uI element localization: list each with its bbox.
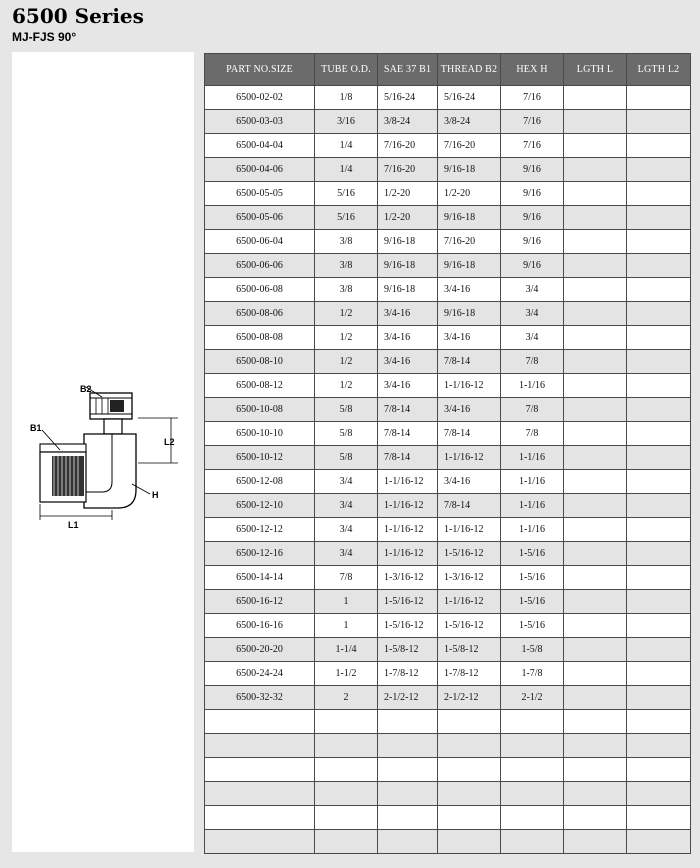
lgth-l2-cell [627, 758, 691, 782]
hex-h-cell: 1-5/16 [501, 542, 564, 566]
thread-b2-cell [438, 734, 501, 758]
lgth-l-cell [564, 806, 627, 830]
thread-b2-cell [438, 710, 501, 734]
table-row [205, 350, 691, 374]
table-row [205, 134, 691, 158]
hex-h-cell [501, 830, 564, 854]
sae-b1-cell [378, 830, 438, 854]
tube-od-cell: 1/2 [315, 374, 378, 398]
hex-h-cell: 3/4 [501, 302, 564, 326]
thread-b2-cell: 1-5/16-12 [438, 614, 501, 638]
lgth-l2-cell [627, 182, 691, 206]
sae-b1-cell: 1-1/16-12 [378, 518, 438, 542]
hex-h-cell: 1-1/16 [501, 374, 564, 398]
col-header-tube-od: TUBE O.D. [315, 54, 378, 86]
table-row [205, 662, 691, 686]
lgth-l-cell [564, 782, 627, 806]
lgth-l-cell [564, 278, 627, 302]
hex-h-cell: 7/8 [501, 422, 564, 446]
table-row [205, 470, 691, 494]
label-b2: B2 [80, 384, 92, 394]
thread-b2-cell: 7/8-14 [438, 422, 501, 446]
fitting-drawing-panel [12, 52, 194, 852]
tube-od-cell: 1 [315, 590, 378, 614]
lgth-l2-cell [627, 470, 691, 494]
lgth-l-cell [564, 470, 627, 494]
thread-b2-cell: 1-7/8-12 [438, 662, 501, 686]
lgth-l-cell [564, 758, 627, 782]
hex-h-cell: 9/16 [501, 254, 564, 278]
hex-h-cell: 1-5/16 [501, 614, 564, 638]
thread-b2-cell: 1-5/8-12 [438, 638, 501, 662]
hex-h-cell: 9/16 [501, 182, 564, 206]
lgth-l2-cell [627, 110, 691, 134]
sae-b1-cell: 7/8-14 [378, 446, 438, 470]
lgth-l-cell [564, 518, 627, 542]
part-no-cell [205, 806, 315, 830]
lgth-l-cell [564, 638, 627, 662]
lgth-l2-cell [627, 614, 691, 638]
tube-od-cell: 1/2 [315, 350, 378, 374]
lgth-l2-cell [627, 278, 691, 302]
lgth-l2-cell [627, 254, 691, 278]
part-no-cell [205, 710, 315, 734]
page-title: 6500 Series [12, 4, 144, 28]
thread-b2-cell: 1-3/16-12 [438, 566, 501, 590]
thread-b2-cell: 1-1/16-12 [438, 374, 501, 398]
part-no-cell: 6500-12-12 [205, 518, 315, 542]
hex-h-cell: 9/16 [501, 206, 564, 230]
lgth-l2-cell [627, 494, 691, 518]
table-row [205, 710, 691, 734]
part-no-cell: 6500-32-32 [205, 686, 315, 710]
lgth-l-cell [564, 110, 627, 134]
part-no-cell: 6500-06-08 [205, 278, 315, 302]
sae-b1-cell [378, 710, 438, 734]
thread-b2-cell: 9/16-18 [438, 158, 501, 182]
part-no-cell: 6500-08-10 [205, 350, 315, 374]
hex-h-cell: 7/8 [501, 398, 564, 422]
thread-b2-cell [438, 758, 501, 782]
hex-h-cell: 9/16 [501, 230, 564, 254]
hex-h-cell [501, 710, 564, 734]
lgth-l2-cell [627, 518, 691, 542]
tube-od-cell [315, 734, 378, 758]
sae-b1-cell: 5/16-24 [378, 86, 438, 110]
hex-h-cell: 1-1/16 [501, 518, 564, 542]
tube-od-cell: 1/2 [315, 302, 378, 326]
lgth-l2-cell [627, 566, 691, 590]
part-no-cell: 6500-16-12 [205, 590, 315, 614]
tube-od-cell: 1/2 [315, 326, 378, 350]
table-row [205, 422, 691, 446]
table-row [205, 278, 691, 302]
part-no-cell: 6500-14-14 [205, 566, 315, 590]
part-no-cell: 6500-10-12 [205, 446, 315, 470]
tube-od-cell: 2 [315, 686, 378, 710]
part-no-cell: 6500-24-24 [205, 662, 315, 686]
hex-h-cell: 1-1/16 [501, 494, 564, 518]
part-no-cell: 6500-08-08 [205, 326, 315, 350]
table-row [205, 782, 691, 806]
hex-h-cell: 7/16 [501, 110, 564, 134]
thread-b2-cell: 7/8-14 [438, 350, 501, 374]
table-row [205, 446, 691, 470]
table-header-row [205, 54, 691, 86]
lgth-l-cell [564, 686, 627, 710]
part-no-cell: 6500-12-10 [205, 494, 315, 518]
hex-h-cell: 3/4 [501, 278, 564, 302]
lgth-l-cell [564, 302, 627, 326]
hex-h-cell: 1-7/8 [501, 662, 564, 686]
table-row [205, 830, 691, 854]
part-no-cell: 6500-04-06 [205, 158, 315, 182]
table-body [205, 86, 691, 854]
tube-od-cell: 3/4 [315, 542, 378, 566]
lgth-l-cell [564, 734, 627, 758]
table-row [205, 638, 691, 662]
tube-od-cell [315, 782, 378, 806]
sae-b1-cell: 1-5/16-12 [378, 614, 438, 638]
table-row [205, 182, 691, 206]
thread-b2-cell: 3/8-24 [438, 110, 501, 134]
table-row [205, 302, 691, 326]
lgth-l2-cell [627, 374, 691, 398]
lgth-l-cell [564, 614, 627, 638]
sae-b1-cell: 1/2-20 [378, 182, 438, 206]
tube-od-cell: 5/8 [315, 398, 378, 422]
tube-od-cell: 1/4 [315, 158, 378, 182]
lgth-l-cell [564, 374, 627, 398]
table-row [205, 206, 691, 230]
hex-h-cell: 1-5/16 [501, 566, 564, 590]
sae-b1-cell: 1-5/8-12 [378, 638, 438, 662]
part-no-cell [205, 782, 315, 806]
sae-b1-cell: 2-1/2-12 [378, 686, 438, 710]
part-no-cell: 6500-06-04 [205, 230, 315, 254]
sae-b1-cell: 9/16-18 [378, 254, 438, 278]
table-row [205, 758, 691, 782]
tube-od-cell: 1 [315, 614, 378, 638]
sae-b1-cell: 9/16-18 [378, 278, 438, 302]
hex-h-cell: 1-1/16 [501, 470, 564, 494]
sae-b1-cell: 3/4-16 [378, 326, 438, 350]
part-no-cell [205, 758, 315, 782]
part-no-cell: 6500-12-16 [205, 542, 315, 566]
lgth-l2-cell [627, 446, 691, 470]
lgth-l2-cell [627, 86, 691, 110]
lgth-l-cell [564, 494, 627, 518]
lgth-l-cell [564, 446, 627, 470]
sae-b1-cell: 3/8-24 [378, 110, 438, 134]
part-no-cell: 6500-20-20 [205, 638, 315, 662]
col-header-lgth-l2: LGTH L2 [627, 54, 691, 86]
tube-od-cell: 1-1/2 [315, 662, 378, 686]
label-l2: L2 [164, 437, 175, 447]
lgth-l2-cell [627, 206, 691, 230]
col-header-thread-b2: THREAD B2 [438, 54, 501, 86]
lgth-l2-cell [627, 542, 691, 566]
lgth-l2-cell [627, 302, 691, 326]
lgth-l2-cell [627, 710, 691, 734]
part-no-cell: 6500-12-08 [205, 470, 315, 494]
part-no-cell: 6500-05-05 [205, 182, 315, 206]
sae-b1-cell: 9/16-18 [378, 230, 438, 254]
sae-b1-cell: 1-7/8-12 [378, 662, 438, 686]
lgth-l2-cell [627, 686, 691, 710]
tube-od-cell: 3/8 [315, 230, 378, 254]
lgth-l2-cell [627, 662, 691, 686]
sae-b1-cell: 1-1/16-12 [378, 542, 438, 566]
hex-h-cell: 7/16 [501, 86, 564, 110]
lgth-l-cell [564, 254, 627, 278]
tube-od-cell: 3/4 [315, 518, 378, 542]
lgth-l2-cell [627, 158, 691, 182]
hex-h-cell [501, 734, 564, 758]
lgth-l-cell [564, 422, 627, 446]
sae-b1-cell: 7/8-14 [378, 422, 438, 446]
sae-b1-cell: 1/2-20 [378, 206, 438, 230]
tube-od-cell: 1/8 [315, 86, 378, 110]
sae-b1-cell [378, 782, 438, 806]
table-row [205, 374, 691, 398]
hex-h-cell: 9/16 [501, 158, 564, 182]
thread-b2-cell: 7/16-20 [438, 134, 501, 158]
table-row [205, 110, 691, 134]
tube-od-cell [315, 806, 378, 830]
table-row [205, 686, 691, 710]
tube-od-cell: 5/8 [315, 446, 378, 470]
lgth-l2-cell [627, 734, 691, 758]
thread-b2-cell: 1-5/16-12 [438, 542, 501, 566]
part-no-cell: 6500-10-10 [205, 422, 315, 446]
table-row [205, 542, 691, 566]
thread-b2-cell: 1-1/16-12 [438, 590, 501, 614]
tube-od-cell: 3/8 [315, 278, 378, 302]
tube-od-cell: 3/4 [315, 494, 378, 518]
table-row [205, 326, 691, 350]
lgth-l-cell [564, 158, 627, 182]
tube-od-cell: 5/16 [315, 206, 378, 230]
thread-b2-cell: 3/4-16 [438, 326, 501, 350]
part-no-cell: 6500-04-04 [205, 134, 315, 158]
tube-od-cell [315, 758, 378, 782]
tube-od-cell: 1-1/4 [315, 638, 378, 662]
col-header-sae-b1: SAE 37 B1 [378, 54, 438, 86]
sae-b1-cell: 1-3/16-12 [378, 566, 438, 590]
tube-od-cell: 3/8 [315, 254, 378, 278]
sae-b1-cell: 3/4-16 [378, 350, 438, 374]
col-header-hex-h: HEX H [501, 54, 564, 86]
lgth-l2-cell [627, 590, 691, 614]
hex-h-cell: 3/4 [501, 326, 564, 350]
sae-b1-cell: 7/16-20 [378, 158, 438, 182]
tube-od-cell: 3/16 [315, 110, 378, 134]
thread-b2-cell: 9/16-18 [438, 206, 501, 230]
part-no-cell: 6500-03-03 [205, 110, 315, 134]
table-row [205, 590, 691, 614]
table-row [205, 734, 691, 758]
hex-h-cell [501, 806, 564, 830]
part-no-cell: 6500-10-08 [205, 398, 315, 422]
hex-h-cell: 7/16 [501, 134, 564, 158]
thread-b2-cell: 1-1/16-12 [438, 518, 501, 542]
fitting-drawing [12, 52, 194, 852]
part-no-cell: 6500-16-16 [205, 614, 315, 638]
table-row [205, 494, 691, 518]
table-row [205, 806, 691, 830]
lgth-l-cell [564, 566, 627, 590]
lgth-l-cell [564, 542, 627, 566]
sae-b1-cell: 1-1/16-12 [378, 470, 438, 494]
lgth-l2-cell [627, 326, 691, 350]
part-no-cell: 6500-02-02 [205, 86, 315, 110]
thread-b2-cell [438, 782, 501, 806]
lgth-l-cell [564, 326, 627, 350]
sae-b1-cell [378, 806, 438, 830]
lgth-l-cell [564, 86, 627, 110]
thread-b2-cell: 7/16-20 [438, 230, 501, 254]
part-no-cell [205, 830, 315, 854]
tube-od-cell: 5/8 [315, 422, 378, 446]
tube-od-cell: 5/16 [315, 182, 378, 206]
table-row [205, 158, 691, 182]
lgth-l2-cell [627, 806, 691, 830]
tube-od-cell [315, 830, 378, 854]
thread-b2-cell: 3/4-16 [438, 278, 501, 302]
lgth-l2-cell [627, 422, 691, 446]
sae-b1-cell: 3/4-16 [378, 302, 438, 326]
hex-h-cell: 2-1/2 [501, 686, 564, 710]
lgth-l-cell [564, 590, 627, 614]
lgth-l-cell [564, 134, 627, 158]
part-no-cell: 6500-06-06 [205, 254, 315, 278]
sae-b1-cell: 1-1/16-12 [378, 494, 438, 518]
col-header-part-no: PART NO.SIZE [205, 54, 315, 86]
thread-b2-cell: 9/16-18 [438, 254, 501, 278]
label-b1: B1 [30, 423, 42, 433]
table-row [205, 230, 691, 254]
hex-h-cell: 1-1/16 [501, 446, 564, 470]
part-no-cell: 6500-05-06 [205, 206, 315, 230]
col-header-lgth-l: LGTH L [564, 54, 627, 86]
lgth-l2-cell [627, 638, 691, 662]
thread-b2-cell: 7/8-14 [438, 494, 501, 518]
lgth-l2-cell [627, 830, 691, 854]
page-subtitle: MJ-FJS 90° [12, 30, 77, 44]
table-row [205, 566, 691, 590]
hex-h-cell: 1-5/16 [501, 590, 564, 614]
table-row [205, 254, 691, 278]
lgth-l-cell [564, 710, 627, 734]
tube-od-cell: 3/4 [315, 470, 378, 494]
sae-b1-cell: 7/16-20 [378, 134, 438, 158]
lgth-l-cell [564, 206, 627, 230]
lgth-l2-cell [627, 782, 691, 806]
sae-b1-cell: 3/4-16 [378, 374, 438, 398]
lgth-l-cell [564, 662, 627, 686]
hex-h-cell [501, 758, 564, 782]
lgth-l-cell [564, 398, 627, 422]
thread-b2-cell: 2-1/2-12 [438, 686, 501, 710]
tube-od-cell: 1/4 [315, 134, 378, 158]
sae-b1-cell [378, 734, 438, 758]
lgth-l-cell [564, 830, 627, 854]
lgth-l2-cell [627, 134, 691, 158]
table-row [205, 86, 691, 110]
thread-b2-cell: 5/16-24 [438, 86, 501, 110]
lgth-l-cell [564, 230, 627, 254]
part-no-cell: 6500-08-06 [205, 302, 315, 326]
lgth-l-cell [564, 182, 627, 206]
thread-b2-cell [438, 806, 501, 830]
lgth-l2-cell [627, 398, 691, 422]
tube-od-cell [315, 710, 378, 734]
label-l1: L1 [68, 520, 79, 530]
thread-b2-cell: 3/4-16 [438, 470, 501, 494]
thread-b2-cell: 3/4-16 [438, 398, 501, 422]
thread-b2-cell: 9/16-18 [438, 302, 501, 326]
lgth-l2-cell [627, 350, 691, 374]
sae-b1-cell: 1-5/16-12 [378, 590, 438, 614]
table-row [205, 614, 691, 638]
table-row [205, 398, 691, 422]
thread-b2-cell [438, 830, 501, 854]
table-row [205, 518, 691, 542]
sae-b1-cell: 7/8-14 [378, 398, 438, 422]
lgth-l-cell [564, 350, 627, 374]
hex-h-cell: 1-5/8 [501, 638, 564, 662]
hex-h-cell: 7/8 [501, 350, 564, 374]
part-no-cell [205, 734, 315, 758]
part-no-cell: 6500-08-12 [205, 374, 315, 398]
sae-b1-cell [378, 758, 438, 782]
spec-table [204, 53, 691, 854]
hex-h-cell [501, 782, 564, 806]
label-h: H [152, 490, 159, 500]
lgth-l2-cell [627, 230, 691, 254]
thread-b2-cell: 1-1/16-12 [438, 446, 501, 470]
tube-od-cell: 7/8 [315, 566, 378, 590]
thread-b2-cell: 1/2-20 [438, 182, 501, 206]
